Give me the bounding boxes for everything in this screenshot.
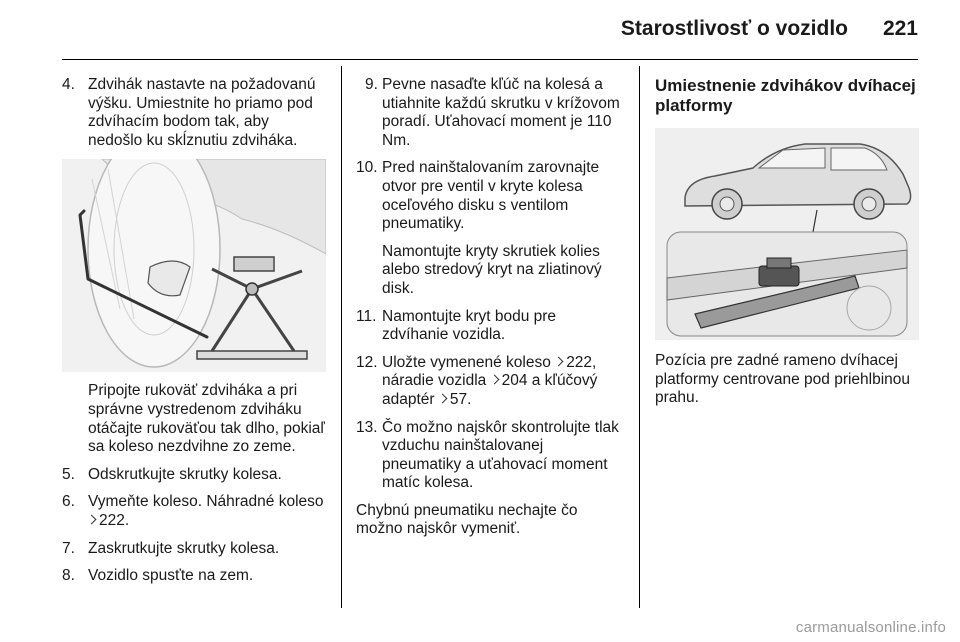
step-13 [356, 419, 622, 493]
step-4-detail: Pripojte rukoväť zdviháka a pri správne vystredenom zdviháku otáčajte rukoväťou tak dlho, pokiaľ sa koleso nezdvihne zo zeme. [88, 382, 325, 456]
step-number: 7. [62, 539, 75, 557]
step-number: 12. [356, 353, 378, 371]
header-rule [62, 59, 918, 60]
page-reference-icon [491, 374, 500, 386]
closing-note: Chybnú pneumatiku nechajte čo možno najskôr vymeniť. [356, 501, 578, 538]
page-reference-icon [555, 356, 564, 368]
lift-point-illustration [655, 128, 919, 340]
step-text: Namontujte kryt bodu pre zdvíhanie vozidla. [382, 307, 557, 344]
jack-illustration [62, 159, 326, 372]
page-reference-link[interactable]: 57. [449, 390, 472, 408]
step-10-detail: Namontujte kryty skrutiek kolies alebo stredový kryt na zliatinový disk. [382, 242, 602, 297]
step-text: Odskrutkujte skrutky kolesa. [88, 465, 282, 483]
step-number: 10. [356, 159, 378, 177]
step-number: 6. [62, 493, 75, 511]
step-number: 8. [62, 567, 75, 585]
step-text: Pred nainštalovaním zarovnajte otvor pre ventil v kryte kolesa oceľového disku s ventilom pneumatiky. [382, 159, 600, 233]
page-reference-link[interactable]: 204 a kľúčový adaptér [382, 372, 598, 408]
column-divider-2 [639, 66, 640, 608]
step-8 [62, 567, 326, 586]
step-11 [356, 308, 622, 345]
step-9 [356, 76, 622, 150]
page-reference-link[interactable]: 222. [99, 511, 130, 529]
figure-caption: Pozícia pre zadné rameno dvíhacej platformy centrovane pod priehlbinou prahu. [655, 352, 911, 407]
step-7 [62, 540, 326, 559]
column-1 [62, 76, 326, 595]
column-3 [655, 76, 923, 417]
step-number: 13. [356, 418, 378, 436]
step-10 [356, 159, 622, 233]
step-4 [62, 76, 326, 150]
step-number: 5. [62, 465, 75, 483]
section-heading: Umiestnenie zdvihákov dvíhacej platformy [655, 76, 916, 115]
step-number: 9. [365, 76, 378, 93]
step-text: Čo možno najskôr skontrolujte tlak vzduchu nainštalovanej pneumatiky a uťahovací moment matíc kolesa. [382, 418, 619, 492]
step-text: Pevne nasaďte kľúč na kolesá a utiahnite každú skrutku v krížovom poradí. Uťahovací moment je 110 Nm. [382, 76, 620, 149]
page-title: Starostlivosť o vozidlo [620, 17, 848, 40]
page-number: 221 [882, 17, 918, 40]
page-reference-link[interactable]: 222, náradie vozidla [382, 353, 597, 390]
column-2 [356, 76, 622, 548]
step-5 [62, 466, 326, 485]
step-6 [62, 493, 326, 530]
lift-point-drawing [655, 128, 919, 340]
page-reference-icon [88, 514, 97, 526]
step-number: 11. [356, 307, 377, 325]
step-12 [356, 354, 622, 410]
step-text: Uložte vymenené koleso [382, 353, 551, 371]
column-divider-1 [341, 66, 342, 608]
step-text: Zdvihák nastavte na požadovanú výšku. Umiestnite ho priamo pod zdvíhacím bodom tak, aby nedošlo ku skĺznutiu zdviháka. [88, 76, 316, 149]
watermark: carmanualsonline.info [795, 619, 946, 636]
step-text: Vozidlo spusťte na zem. [88, 567, 254, 585]
step-number: 4. [62, 76, 75, 93]
step-text: Vymeňte koleso. Náhradné koleso [88, 493, 324, 511]
step-text: Zaskrutkujte skrutky kolesa. [88, 539, 280, 557]
page-reference-icon [439, 393, 448, 405]
page-header [0, 0, 960, 60]
jack-drawing [62, 159, 326, 372]
